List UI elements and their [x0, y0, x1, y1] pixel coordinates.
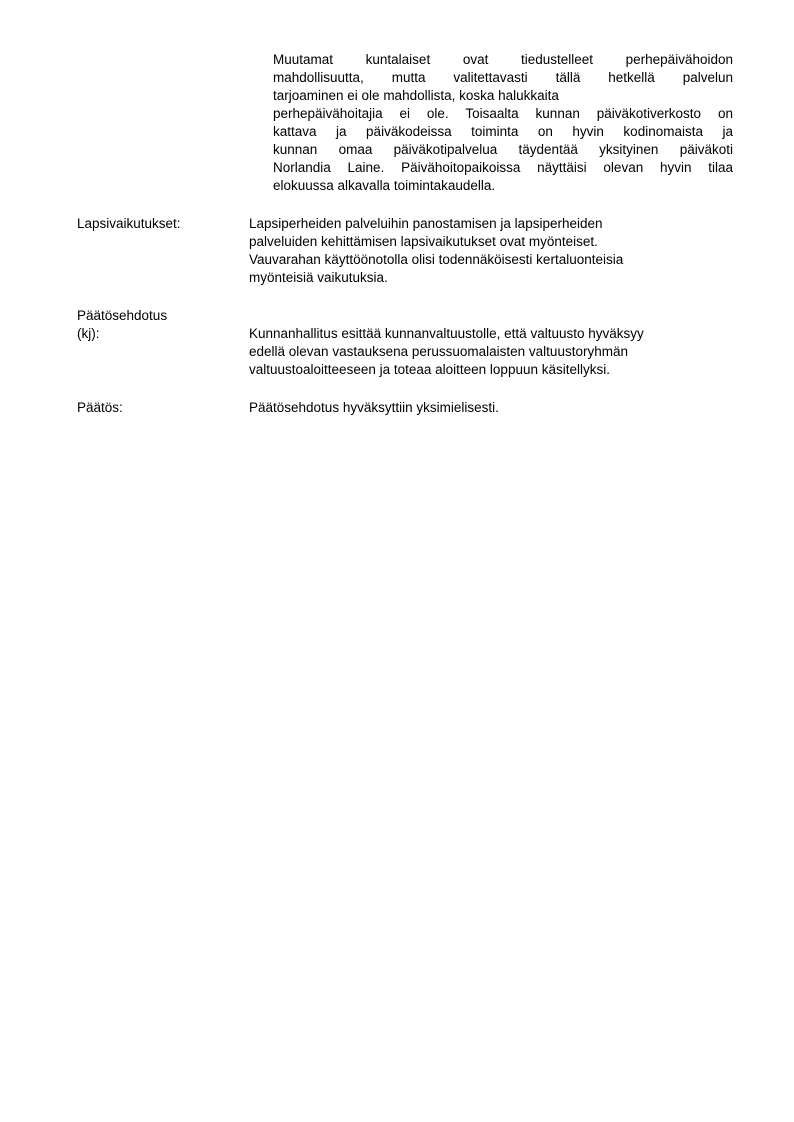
text-line: palveluiden kehittämisen lapsivaikutukset ovat myönteiset.: [249, 234, 598, 249]
label-line: (kj):: [77, 326, 100, 341]
text-line: Norlandia Laine. Päivähoitopaikoissa näyttäisi olevan hyvin tilaa: [273, 160, 733, 175]
text-line: valtuustoaloitteeseen ja toteaa aloitteen loppuun käsitellyksi.: [249, 362, 610, 377]
text-line: Vauvarahan käyttöönotolla olisi todennäköisesti kertaluonteisia: [249, 252, 624, 267]
lapsivaikutukset-text: [249, 215, 739, 287]
text-line: myönteisiä vaikutuksia.: [249, 270, 388, 285]
text-line: Kunnanhallitus esittää kunnanvaltuustolle, että valtuusto hyväksyy: [249, 326, 644, 341]
text-line: Lapsiperheiden palveluihin panostamisen ja lapsiperheiden: [249, 216, 603, 231]
lapsivaikutukset-label: Lapsivaikutukset:: [77, 216, 181, 231]
paatos-text: [249, 399, 739, 417]
paatos-label: Päätös:: [77, 400, 123, 415]
text-line: kunnan omaa päiväkotipalvelua täydentää yksityinen päiväkoti: [273, 142, 733, 157]
intro-paragraph: [273, 51, 733, 195]
paatosehdotus-label: [77, 307, 242, 343]
text-line: tarjoaminen ei ole mahdollista, koska halukkaita: [273, 88, 559, 103]
text-line: perhepäivähoitajia ei ole. Toisaalta kunnan päiväkotiverkosto on: [273, 106, 733, 121]
text-line: Päätösehdotus hyväksyttiin yksimielisesti.: [249, 400, 499, 415]
label-line: Päätösehdotus: [77, 308, 168, 323]
text-line: kattava ja päiväkodeissa toiminta on hyvin kodinomaista ja: [273, 124, 733, 139]
paatosehdotus-text: [249, 325, 739, 379]
text-line: elokuussa alkavalla toimintakaudella.: [273, 178, 496, 193]
text-line: edellä olevan vastauksena perussuomalaisten valtuustoryhmän: [249, 344, 628, 359]
text-line: mahdollisuutta, mutta valitettavasti tällä hetkellä palvelun: [273, 70, 733, 85]
text-line: Muutamat kuntalaiset ovat tiedustelleet perhepäivähoidon: [273, 52, 733, 67]
